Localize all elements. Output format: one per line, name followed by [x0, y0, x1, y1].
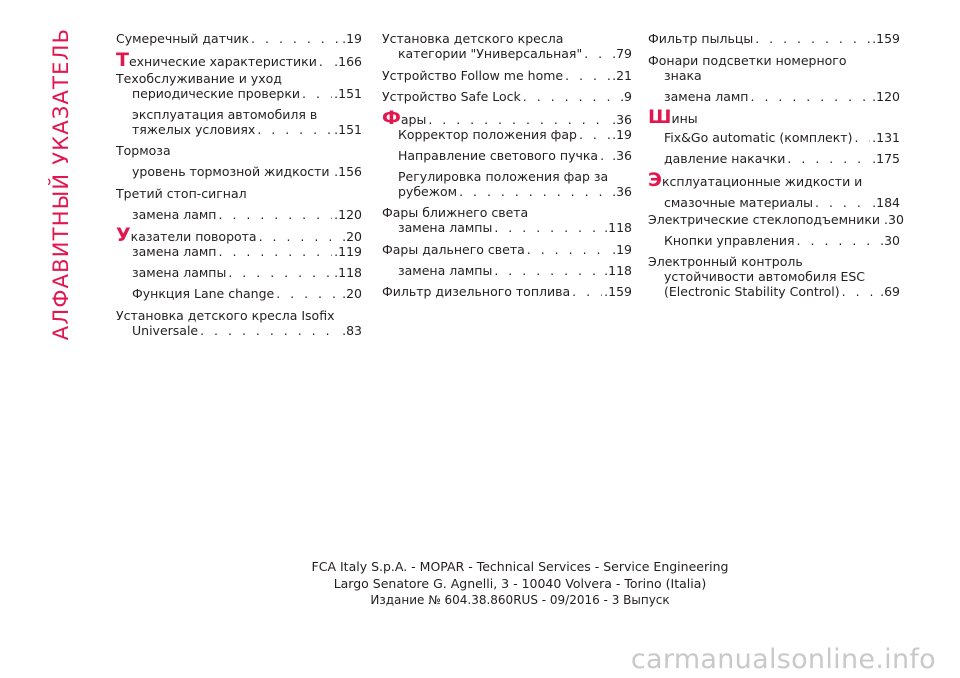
- subentry-term: Кнопки управления: [664, 232, 795, 248]
- subentry-term: замена лампы: [398, 220, 493, 235]
- leader-dots: [459, 184, 610, 199]
- subentry-term: рубежом: [398, 183, 458, 199]
- entry-heading: Установка детского кресла: [382, 31, 564, 46]
- page-number: .120: [334, 206, 362, 222]
- subentry-term: (Electronic Stability Control): [664, 284, 840, 299]
- entry-heading: Третий стоп-сигнал: [116, 185, 247, 201]
- page-number: .131: [872, 130, 900, 145]
- page-number: .156: [334, 164, 362, 179]
- entry-term: ины: [671, 111, 698, 126]
- leader-dots: [219, 207, 333, 222]
- page-number: .151: [334, 121, 362, 137]
- footer-line-company: FCA Italy S.p.A. - MOPAR - Technical Services - Service Engineering: [311, 559, 729, 574]
- index-entry: [648, 211, 904, 248]
- page-number: .21: [612, 67, 632, 83]
- index-entry: [116, 186, 362, 222]
- page-number: .151: [334, 85, 362, 101]
- page-number: .120: [872, 88, 900, 104]
- index-column-2: [382, 31, 632, 306]
- page-number: .69: [880, 284, 900, 299]
- page-number: .159: [872, 31, 900, 46]
- subentry-term: замена ламп: [132, 244, 217, 259]
- leader-dots: [332, 164, 333, 179]
- page-number: .118: [334, 265, 362, 280]
- page-number: .83: [342, 322, 362, 338]
- section-letter: Т: [116, 48, 129, 71]
- index-entry: [648, 106, 900, 166]
- index-entry: [382, 205, 632, 235]
- page-number: .19: [612, 126, 632, 142]
- leader-dots: [751, 89, 871, 104]
- index-entry: [648, 254, 900, 299]
- leader-dots: [787, 151, 870, 166]
- index-entry: [648, 31, 900, 46]
- index-entry: [648, 53, 900, 104]
- page-number: .36: [612, 147, 632, 163]
- leader-dots: [257, 122, 332, 137]
- entry-heading: Тормоза: [116, 143, 171, 158]
- subentry-term: Fix&Go automatic (комплект): [664, 130, 853, 145]
- index-entry: [116, 31, 362, 46]
- page-number: .30: [884, 211, 904, 227]
- side-section-title: [40, 27, 82, 341]
- footer-line-edition: Издание № 604.38.860RUS - 09/2016 - 3 Выпуск: [370, 593, 670, 607]
- leader-dots: [219, 244, 333, 259]
- subentry-term: Корректор положения фар: [398, 126, 577, 142]
- subentry-term: замена лампы: [398, 262, 493, 278]
- page-number: .159: [604, 284, 632, 299]
- entry-term: казатели поворота: [130, 229, 257, 244]
- entry-heading: знака: [664, 67, 702, 83]
- entry-term: Электрические стеклоподъемники: [648, 211, 881, 227]
- index-entry: [116, 48, 362, 71]
- leader-dots: [600, 148, 610, 163]
- page-number: .36: [612, 183, 632, 199]
- entry-heading: Установка детского кресла Isofix: [116, 307, 335, 323]
- leader-dots: [755, 31, 870, 46]
- entry-term: ехнические характеристики: [128, 53, 317, 69]
- leader-dots: [797, 233, 879, 248]
- page-number: .19: [342, 31, 362, 46]
- subentry-term: Функция Lane change: [132, 286, 275, 301]
- page-number: .79: [612, 46, 632, 61]
- subentry-term: тяжелых условиях: [132, 121, 256, 137]
- entry-term: Устройство Follow me home: [382, 67, 564, 83]
- section-letter: Ф: [382, 106, 401, 129]
- leader-dots: [584, 46, 610, 61]
- leader-dots: [527, 242, 610, 257]
- leader-dots: [815, 195, 870, 210]
- leader-dots: [276, 286, 340, 301]
- leader-dots: [494, 263, 602, 278]
- leader-dots: [259, 229, 341, 244]
- subentry-term: периодические проверки: [132, 85, 301, 101]
- entry-heading: Фары ближнего света: [382, 205, 529, 220]
- leader-dots: [854, 130, 870, 145]
- leader-dots: [200, 323, 340, 338]
- publisher-footer: [300, 559, 740, 609]
- index-entry: [648, 168, 900, 210]
- leader-dots: [523, 89, 618, 104]
- subentry-term: замена лампы: [132, 265, 227, 280]
- page-number: .118: [604, 262, 632, 278]
- subentry-term: замена ламп: [132, 206, 217, 222]
- leader-dots: [842, 284, 878, 299]
- index-entry: [382, 242, 632, 278]
- subentry-term: замена ламп: [664, 88, 749, 104]
- entry-term: ксплуатационные жидкости и: [661, 173, 863, 189]
- index-entry: [382, 68, 632, 83]
- section-letter: Ш: [648, 106, 672, 128]
- entry-term: Фары дальнего света: [382, 241, 525, 257]
- entry-term: Фильтр пыльцы: [648, 31, 754, 46]
- index-entry: [116, 308, 362, 338]
- subentry-term: устойчивости автомобиля ESC: [664, 269, 866, 284]
- index-entry: [116, 224, 362, 301]
- side-section-title-text: АЛФАВИТНЫЙ УКАЗАТЕЛЬ: [49, 27, 74, 341]
- index-entry: [116, 143, 362, 179]
- subentry-term: уровень тормозной жидкости: [132, 164, 330, 179]
- section-letter: Э: [648, 168, 662, 191]
- page-number: .119: [334, 244, 362, 259]
- subentry-term: давление накачки: [664, 151, 786, 166]
- leader-dots: [319, 54, 332, 69]
- subentry-term: Регулировка положения фар за: [398, 168, 609, 184]
- page-number: .175: [872, 151, 900, 166]
- page-number: .19: [612, 241, 632, 257]
- entry-term: Фильтр дизельного топлива: [382, 284, 571, 299]
- page-number: .9: [620, 89, 632, 104]
- page-number: .118: [604, 220, 632, 235]
- entry-term: Сумеречный датчик: [116, 31, 250, 46]
- index-entry: [382, 106, 632, 199]
- subentry-term: категории "Универсальная": [398, 46, 583, 61]
- subentry-term: смазочные материалы: [664, 194, 813, 210]
- footer-line-address: Largo Senatore G. Agnelli, 3 - 10040 Volvera - Torino (Italia): [333, 575, 707, 591]
- page-number: .166: [334, 53, 362, 69]
- index-column-3: [648, 31, 904, 306]
- subentry-term: Направление светового пучка: [398, 147, 599, 163]
- leader-dots: [579, 127, 610, 142]
- watermark: carmanualsonline.info: [630, 644, 936, 675]
- leader-dots: [228, 265, 332, 280]
- leader-dots: [302, 86, 332, 101]
- leader-dots: [428, 112, 610, 127]
- page-number: .20: [342, 286, 362, 301]
- section-letter: У: [116, 224, 131, 246]
- entry-term: Устройство Safe Lock: [382, 89, 521, 104]
- page-number: .184: [872, 194, 900, 210]
- leader-dots: [572, 284, 602, 299]
- leader-dots: [494, 220, 602, 235]
- page-number: .36: [612, 111, 632, 127]
- subentry-term: эксплуатация автомобиля в: [132, 106, 318, 122]
- subentry-term: Universale: [132, 322, 199, 338]
- index-column-1: [116, 31, 362, 344]
- entry-heading: Электронный контроль: [648, 254, 803, 269]
- index-entry: [382, 89, 632, 104]
- entry-heading: Фонари подсветки номерного: [648, 52, 847, 68]
- index-entry: [116, 71, 362, 137]
- page-number: .20: [342, 229, 362, 244]
- leader-dots: [565, 68, 610, 83]
- index-entry: [382, 284, 632, 299]
- entry-heading: Техобслуживание и уход: [116, 70, 282, 86]
- leader-dots: [251, 31, 340, 46]
- index-entry: [382, 31, 632, 61]
- entry-term: ары: [400, 111, 427, 127]
- page-number: .30: [880, 232, 900, 248]
